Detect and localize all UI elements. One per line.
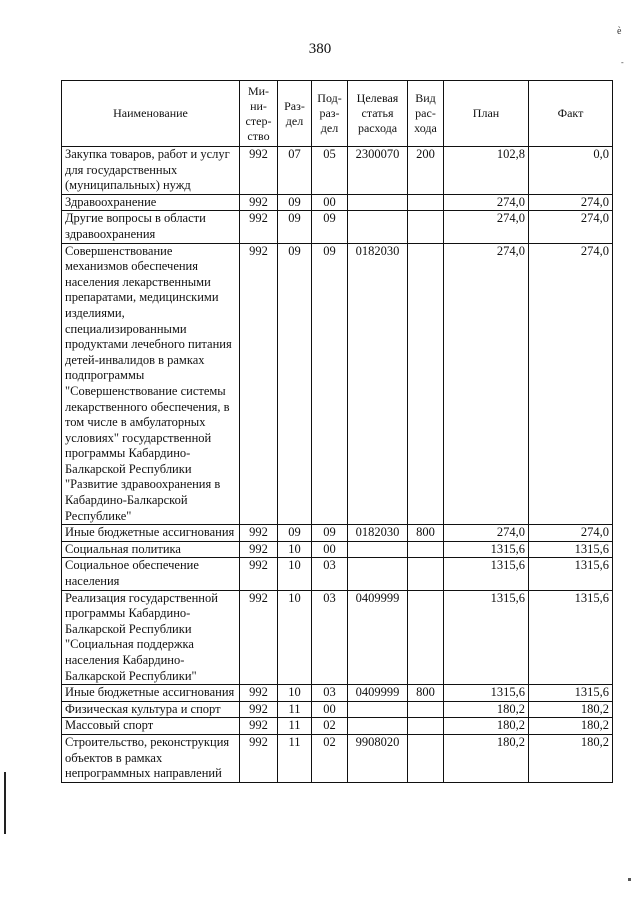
table-row [62,243,613,525]
cell-plan: 274,0 [444,243,529,525]
cell-type [408,211,444,243]
cell-subsection: 03 [312,590,348,685]
header-plan: План [444,81,529,147]
cell-fact: 180,2 [529,734,613,782]
header-ministry: Ми- ни- стер- ство [240,81,278,147]
cell-target [348,211,408,243]
scan-mark: ѐ [617,26,622,37]
cell-name: Социальная политика [62,541,240,558]
cell-type [408,734,444,782]
cell-plan: 274,0 [444,525,529,542]
cell-plan: 180,2 [444,718,529,735]
cell-ministry: 992 [240,211,278,243]
cell-target: 0409999 [348,590,408,685]
cell-target: 0182030 [348,243,408,525]
table-row [62,685,613,702]
table-row [62,590,613,685]
table-row [62,525,613,542]
cell-type [408,590,444,685]
scan-edge-line [4,772,6,834]
cell-target [348,194,408,211]
cell-plan: 1315,6 [444,685,529,702]
cell-name: Физическая культура и спорт [62,701,240,718]
cell-plan: 274,0 [444,194,529,211]
header-target: Целевая статья расхода [348,81,408,147]
cell-subsection: 00 [312,194,348,211]
cell-fact: 1315,6 [529,685,613,702]
cell-subsection: 00 [312,701,348,718]
cell-type [408,718,444,735]
cell-fact: 0,0 [529,147,613,195]
cell-type [408,701,444,718]
scan-mark-small: - [621,58,624,67]
cell-fact: 180,2 [529,718,613,735]
table-row [62,734,613,782]
cell-name: Строительство, реконструкция объектов в рамках непрограммных направлений [62,734,240,782]
cell-name: Реализация государственной программы Кабардино-Балкарской Республики "Социальная поддержка населения Кабардино-Балкарской Республики" [62,590,240,685]
header-fact: Факт [529,81,613,147]
cell-name: Иные бюджетные ассигнования [62,525,240,542]
cell-section: 07 [278,147,312,195]
cell-type [408,558,444,590]
cell-subsection: 09 [312,211,348,243]
table-header-row [62,81,613,147]
cell-target [348,558,408,590]
cell-type [408,194,444,211]
cell-fact: 274,0 [529,243,613,525]
cell-section: 10 [278,558,312,590]
cell-target: 0182030 [348,525,408,542]
cell-plan: 1315,6 [444,590,529,685]
cell-subsection: 09 [312,525,348,542]
table-row [62,701,613,718]
cell-subsection: 03 [312,685,348,702]
cell-plan: 180,2 [444,734,529,782]
header-name: Наименование [62,81,240,147]
cell-section: 09 [278,194,312,211]
cell-fact: 274,0 [529,525,613,542]
header-type: Вид рас- хода [408,81,444,147]
cell-section: 09 [278,243,312,525]
cell-name: Совершенствование механизмов обеспечения населения лекарственными препаратами, медицинскими изделиями, специализированными продуктами лечебного питания детей-инвалидов в рамках подпрограммы "Совершенствование системы лекарственного обеспечения, в том числе в амбулаторных условиях" государственной программы Кабардино-Балкарской Республики "Развитие здравоохранения в Кабардино-Балкарской Республике" [62,243,240,525]
table-row [62,541,613,558]
cell-plan: 1315,6 [444,541,529,558]
cell-ministry: 992 [240,701,278,718]
cell-subsection: 03 [312,558,348,590]
budget-table [61,80,613,783]
cell-target [348,541,408,558]
cell-target: 9908020 [348,734,408,782]
cell-ministry: 992 [240,718,278,735]
cell-fact: 1315,6 [529,590,613,685]
cell-name: Здравоохранение [62,194,240,211]
cell-ministry: 992 [240,558,278,590]
cell-section: 10 [278,590,312,685]
cell-section: 10 [278,685,312,702]
cell-section: 10 [278,541,312,558]
cell-type [408,243,444,525]
cell-plan: 274,0 [444,211,529,243]
cell-target [348,701,408,718]
cell-name: Иные бюджетные ассигнования [62,685,240,702]
cell-ministry: 992 [240,243,278,525]
cell-subsection: 02 [312,718,348,735]
cell-ministry: 992 [240,685,278,702]
cell-plan: 180,2 [444,701,529,718]
cell-ministry: 992 [240,734,278,782]
header-section: Раз- дел [278,81,312,147]
cell-plan: 102,8 [444,147,529,195]
cell-type: 200 [408,147,444,195]
cell-target: 2300070 [348,147,408,195]
cell-name: Другие вопросы в области здравоохранения [62,211,240,243]
scan-dot [628,878,631,881]
page-number: 380 [308,41,332,57]
cell-ministry: 992 [240,590,278,685]
cell-plan: 1315,6 [444,558,529,590]
table-row [62,194,613,211]
cell-subsection: 00 [312,541,348,558]
header-subsection: Под- раз- дел [312,81,348,147]
cell-target: 0409999 [348,685,408,702]
cell-fact: 180,2 [529,701,613,718]
cell-fact: 1315,6 [529,558,613,590]
table-row [62,558,613,590]
cell-name: Социальное обеспечение населения [62,558,240,590]
cell-ministry: 992 [240,525,278,542]
table-row [62,147,613,195]
cell-fact: 274,0 [529,211,613,243]
cell-name: Массовый спорт [62,718,240,735]
cell-ministry: 992 [240,541,278,558]
cell-fact: 274,0 [529,194,613,211]
cell-name: Закупка товаров, работ и услуг для государственных (муниципальных) нужд [62,147,240,195]
cell-subsection: 02 [312,734,348,782]
cell-subsection: 09 [312,243,348,525]
cell-type: 800 [408,525,444,542]
table-row [62,718,613,735]
table-row [62,211,613,243]
cell-target [348,718,408,735]
cell-section: 09 [278,211,312,243]
cell-type [408,541,444,558]
cell-ministry: 992 [240,194,278,211]
cell-section: 11 [278,734,312,782]
table-body [62,147,613,783]
cell-section: 09 [278,525,312,542]
cell-ministry: 992 [240,147,278,195]
cell-subsection: 05 [312,147,348,195]
cell-type: 800 [408,685,444,702]
cell-section: 11 [278,718,312,735]
cell-section: 11 [278,701,312,718]
cell-fact: 1315,6 [529,541,613,558]
